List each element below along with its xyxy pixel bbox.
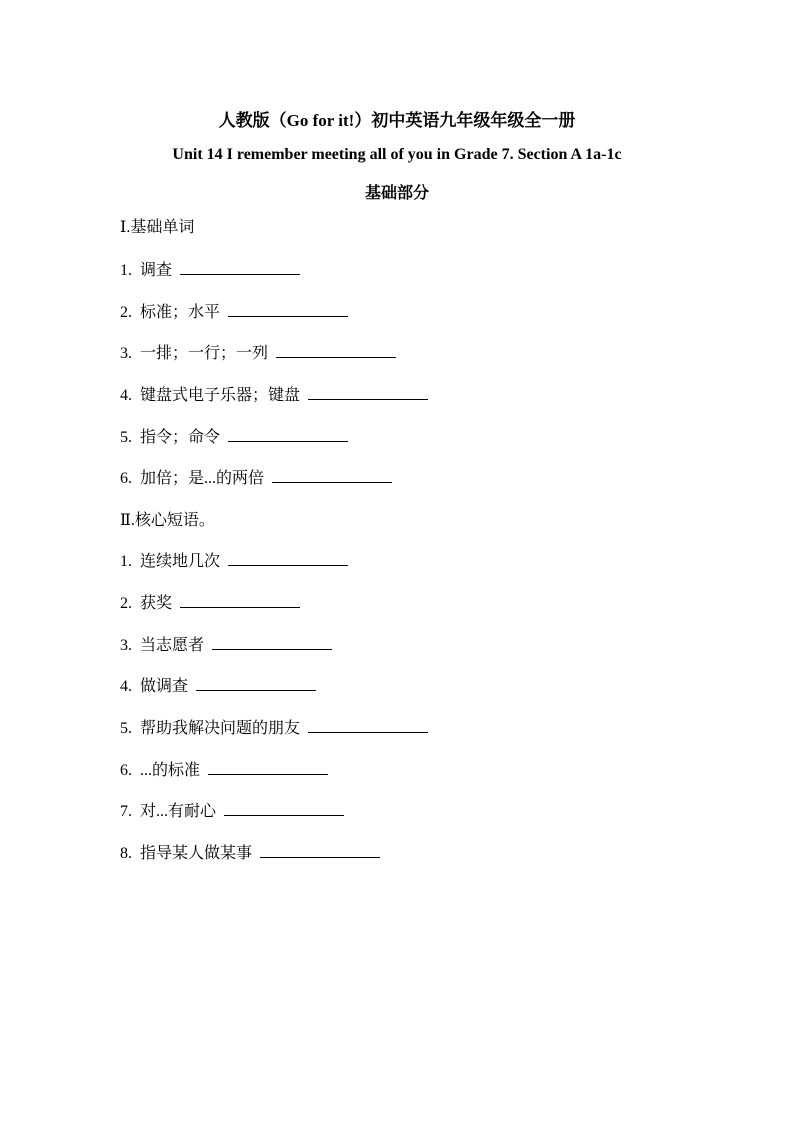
answer-blank[interactable] <box>224 801 344 816</box>
answer-blank[interactable] <box>308 718 428 733</box>
item-number: 6. <box>120 762 132 779</box>
item-text: 一排；一行；一列 <box>140 345 269 362</box>
list-item <box>120 590 300 613</box>
item-text: 指导某人做某事 <box>140 845 253 862</box>
part-title: 基础部分 <box>364 185 429 202</box>
answer-blank[interactable] <box>208 760 328 775</box>
item-number: 5. <box>120 429 132 446</box>
item-number: 5. <box>120 720 132 737</box>
item-text: 对...有耐心 <box>140 803 217 820</box>
item-number: 2. <box>120 304 132 321</box>
item-text: 连续地几次 <box>140 553 221 570</box>
answer-blank[interactable] <box>260 843 380 858</box>
item-number: 6. <box>120 470 132 487</box>
list-item <box>120 840 380 863</box>
item-text: 标准；水平 <box>140 304 221 321</box>
item-text: 键盘式电子乐器；键盘 <box>140 387 301 404</box>
answer-blank[interactable] <box>272 468 392 483</box>
list-item <box>120 632 332 655</box>
answer-blank[interactable] <box>308 385 428 400</box>
answer-blank[interactable] <box>212 635 332 650</box>
document-title: 人教版（Go for it!）初中英语九年级年级全一册 <box>218 111 576 130</box>
item-number: 2. <box>120 595 132 612</box>
answer-blank[interactable] <box>196 676 316 691</box>
item-text: 做调查 <box>140 678 189 695</box>
answer-blank[interactable] <box>228 302 348 317</box>
answer-blank[interactable] <box>180 260 300 275</box>
list-item <box>120 548 348 571</box>
item-number: 1. <box>120 262 132 279</box>
item-text: 调查 <box>140 262 173 279</box>
list-item <box>120 465 392 488</box>
item-text: ...的标准 <box>140 762 201 779</box>
section-heading-phrases: Ⅱ.核心短语。 <box>120 512 215 529</box>
item-number: 1. <box>120 553 132 570</box>
answer-blank[interactable] <box>228 427 348 442</box>
item-number: 3. <box>120 637 132 654</box>
list-item <box>120 424 348 447</box>
answer-blank[interactable] <box>180 593 300 608</box>
item-text: 指令；命令 <box>140 429 221 446</box>
section-heading-words: Ⅰ.基础单词 <box>120 219 195 236</box>
list-item <box>120 757 328 780</box>
item-text: 加倍；是...的两倍 <box>140 470 265 487</box>
list-item <box>120 798 344 821</box>
item-text: 获奖 <box>140 595 173 612</box>
list-item <box>120 673 316 696</box>
list-item <box>120 382 428 405</box>
list-item <box>120 340 396 363</box>
item-text: 帮助我解决问题的朋友 <box>140 720 301 737</box>
answer-blank[interactable] <box>276 343 396 358</box>
item-text: 当志愿者 <box>140 637 205 654</box>
item-number: 8. <box>120 845 132 862</box>
unit-title: Unit 14 I remember meeting all of you in Grade 7. Section A 1a-1c <box>172 146 622 163</box>
list-item <box>120 715 428 738</box>
list-item <box>120 257 300 280</box>
list-item <box>120 299 348 322</box>
item-number: 3. <box>120 345 132 362</box>
answer-blank[interactable] <box>228 551 348 566</box>
item-number: 4. <box>120 678 132 695</box>
item-number: 7. <box>120 803 132 820</box>
item-number: 4. <box>120 387 132 404</box>
